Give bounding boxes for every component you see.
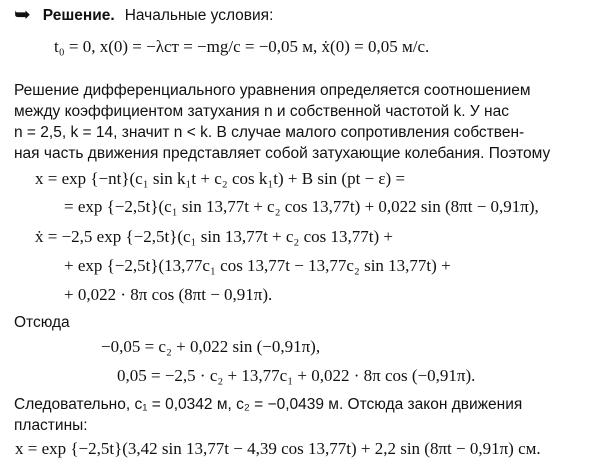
solution-heading: [14, 4, 273, 27]
conclusion-line-2: пластины:: [14, 417, 88, 434]
heading-rest: Начальные условия:: [124, 7, 274, 24]
initial-conditions: t₀ = 0, x(0) = −λст = −mg/c = −0,05 м, ẋ(0) = 0,05 м/с.: [54, 37, 430, 56]
conclusion-line-1: Следовательно, c₁ = 0,0342 м, c₂ = −0,0439 м. Отсюда закон движения: [14, 396, 523, 413]
paragraph-line-4: ная часть движения представляет собой затухающие колебания. Поэтому: [14, 145, 551, 162]
system-equation-2: 0,05 = −2,5 · c₂ + 13,77c₁ + 0,022 · 8π cos (−0,91π).: [117, 366, 476, 385]
equation-line-5: + 0,022 · 8π cos (8πt − 0,91π).: [64, 285, 273, 304]
paragraph-line-2: между коэффициентом затухания n и собственной частотой k. У нас: [14, 103, 509, 120]
final-equation: x = exp {−2,5t}(3,42 sin 13,77t − 4,39 cos 13,77t) + 2,2 sin (8πt − 0,91π) см.: [15, 439, 541, 458]
paragraph-line-3: n = 2,5, k = 14, значит n < k. В случае малого сопротивления собствен-: [14, 124, 525, 141]
otsyuda-text: Отсюда: [14, 314, 70, 331]
arrow-icon: ➥: [14, 4, 31, 26]
system-equation-1: −0,05 = c₂ + 0,022 sin (−0,91π),: [101, 337, 321, 356]
solution-label: Решение.: [42, 7, 115, 24]
equation-line-1: x = exp {−nt}(c₁ sin k₁t + c₂ cos k₁t) + B sin (pt − ε) =: [35, 169, 406, 188]
equation-line-4: + exp {−2,5t}(13,77c₁ cos 13,77t − 13,77c₂ sin 13,77t) +: [64, 256, 451, 275]
equation-line-2: = exp {−2,5t}(c₁ sin 13,77t + c₂ cos 13,77t) + 0,022 sin (8πt − 0,91π),: [64, 197, 539, 216]
equation-line-3: ẋ = −2,5 exp {−2,5t}(c₁ sin 13,77t + c₂ cos 13,77t) +: [35, 227, 393, 246]
paragraph-line-1: Решение дифференциального уравнения определяется соотношением: [14, 82, 531, 99]
